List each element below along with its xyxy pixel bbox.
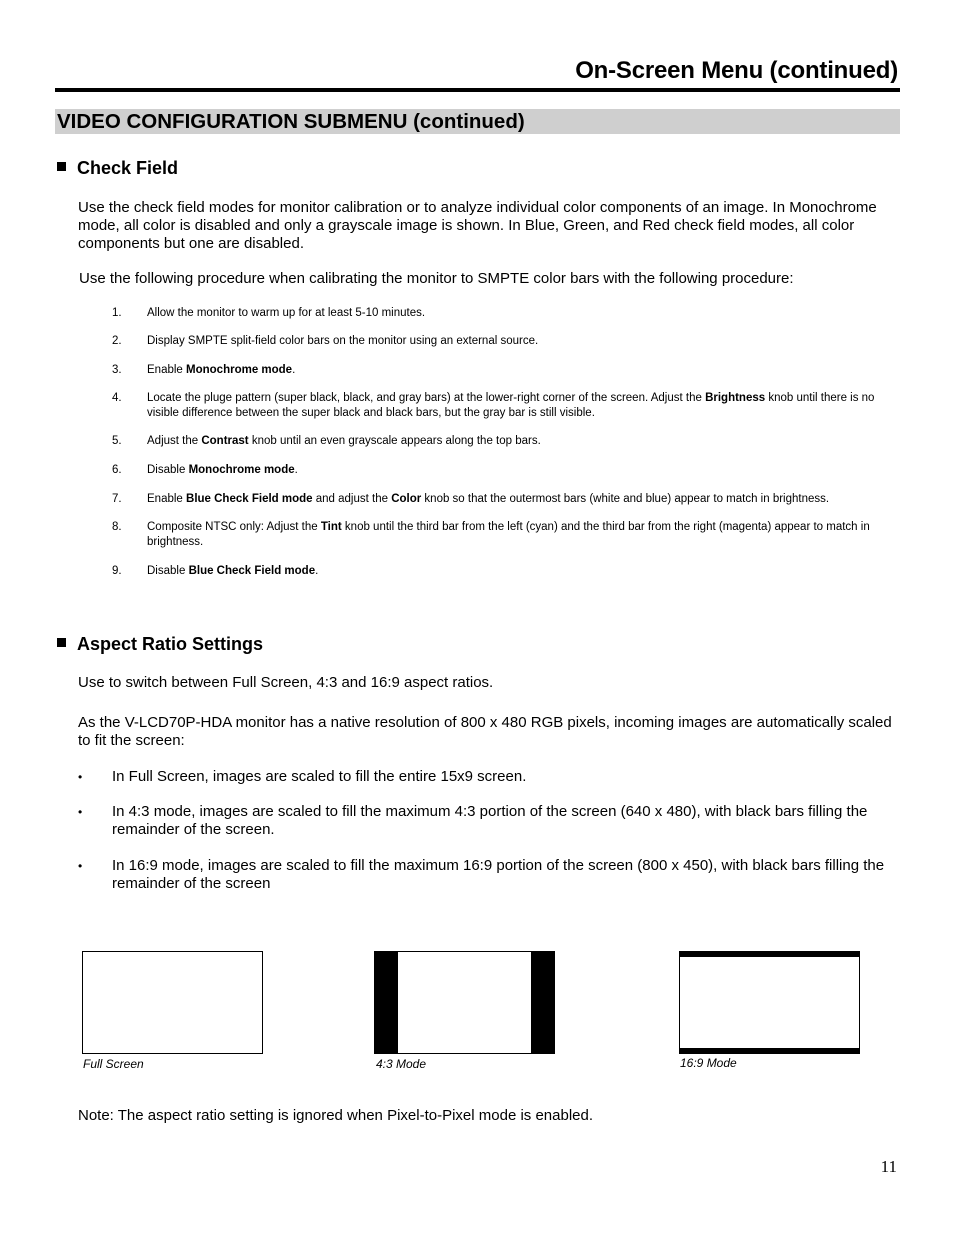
aspect-ratio-heading-text: Aspect Ratio Settings [77, 634, 264, 654]
step-text [147, 564, 892, 579]
aspect-ratio-intro: Use to switch between Full Screen, 4:3 and 16:9 aspect ratios. [78, 674, 494, 691]
step-number: 6. [112, 464, 122, 476]
full-screen-caption: Full Screen [83, 1057, 144, 1071]
step-text-segment: . [294, 464, 298, 476]
page-number: 11 [880, 1157, 897, 1176]
four-three-caption: 4:3 Mode [376, 1057, 427, 1071]
bullet-square-icon [57, 638, 66, 647]
step-emphasis: Blue Check Field mode [188, 565, 316, 577]
step-text-segment: and adjust the [312, 493, 392, 505]
step-text [147, 492, 892, 507]
section-title: VIDEO CONFIGURATION SUBMENU (continued) [57, 110, 525, 133]
step-text-segment: Display SMPTE split-field color bars on the monitor using an external source. [147, 335, 539, 347]
step-number: 3. [112, 364, 122, 376]
step-text [147, 463, 892, 478]
sixteen-nine-caption: 16:9 Mode [680, 1056, 737, 1070]
step-number: 5. [112, 435, 122, 447]
page-title: On-Screen Menu (continued) [575, 57, 898, 84]
bullet-text: In Full Screen, images are scaled to fill the entire 15x9 screen. [112, 768, 527, 785]
step-text-segment: Enable [147, 493, 187, 505]
step-emphasis: Monochrome mode [186, 364, 293, 376]
procedure-intro: Use the following procedure when calibrating the monitor to SMPTE color bars with the following procedure: [79, 270, 794, 287]
step-text-segment: . [292, 364, 296, 376]
check-field-heading-text: Check Field [77, 158, 179, 178]
step-text-segment: Enable [147, 364, 187, 376]
step-number: 4. [112, 392, 122, 404]
step-number: 7. [112, 493, 122, 505]
step-text-segment: knob so that the outermost bars (white and blue) appear to match in brightness. [421, 493, 830, 505]
bullet-text: In 16:9 mode, images are scaled to fill the maximum 16:9 portion of the screen (800 x 450), with black bars filling the remainder of the screen [112, 857, 885, 892]
step-text-segment: . [315, 565, 319, 577]
step-text [147, 391, 892, 421]
step-text-segment: knob until the third bar from the left (cyan) and the third bar from the right (magenta) appear to match in brightness. [147, 521, 870, 548]
check-field-intro: Use the check field modes for monitor calibration or to analyze individual color components of an image. In Monochrome mode, all color is disabled and only a grayscale image is shown. In Blue, Green, and Red check field modes, all color components but one are disabled. [78, 199, 877, 252]
step-emphasis: Tint [320, 521, 342, 533]
left-black-bar [375, 952, 398, 1053]
step-text-segment: Disable [147, 565, 189, 577]
right-black-bar [531, 952, 554, 1053]
bullet-marker: • [78, 770, 83, 784]
four-three-diagram [374, 951, 555, 1054]
step-emphasis: Contrast [201, 435, 249, 447]
step-emphasis: Color [391, 493, 422, 505]
step-text-segment: Allow the monitor to warm up for at least 5-10 minutes. [147, 307, 426, 319]
bullet-marker: • [78, 805, 83, 819]
step-text-segment: Disable [147, 464, 189, 476]
aspect-ratio-heading [57, 634, 263, 656]
step-text [147, 520, 892, 550]
step-text [147, 306, 892, 321]
step-text-segment: knob until there is no visible difference between the super black and black bars, but the gray bar is still visible. [147, 392, 875, 419]
page-header [55, 56, 900, 92]
step-text [147, 363, 892, 378]
step-emphasis: Monochrome mode [188, 464, 295, 476]
step-text-segment: Locate the pluge pattern (super black, black, and gray bars) at the lower-right corner of the screen. Adjust the [147, 392, 706, 404]
step-number: 1. [112, 307, 122, 319]
step-number: 2. [112, 335, 122, 347]
step-number: 8. [112, 521, 122, 533]
resolution-text: As the V-LCD70P-HDA monitor has a native resolution of 800 x 480 RGB pixels, incoming images are automatically scaled to fit the screen: [78, 714, 892, 749]
check-field-heading [57, 158, 178, 180]
sixteen-nine-diagram [679, 951, 860, 1054]
bullet-square-icon [57, 162, 66, 171]
bottom-black-bar [680, 1048, 859, 1053]
step-emphasis: Brightness [705, 392, 766, 404]
bullet-text: In 4:3 mode, images are scaled to fill the maximum 4:3 portion of the screen (640 x 480), with black bars filling the remainder of the screen. [112, 803, 868, 838]
aspect-ratio-note: Note: The aspect ratio setting is ignored when Pixel-to-Pixel mode is enabled. [78, 1107, 594, 1124]
section-title-bar [55, 109, 900, 134]
top-black-bar [680, 952, 859, 957]
full-screen-diagram [82, 951, 263, 1054]
step-emphasis: Blue Check Field mode [186, 493, 313, 505]
step-text [147, 334, 892, 349]
step-text-segment: Adjust the [147, 435, 202, 447]
step-number: 9. [112, 565, 122, 577]
step-text-segment: Composite NTSC only: Adjust the [147, 521, 321, 533]
bullet-marker: • [78, 859, 83, 873]
step-text [147, 434, 892, 449]
step-text-segment: knob until an even grayscale appears along the top bars. [248, 435, 541, 447]
